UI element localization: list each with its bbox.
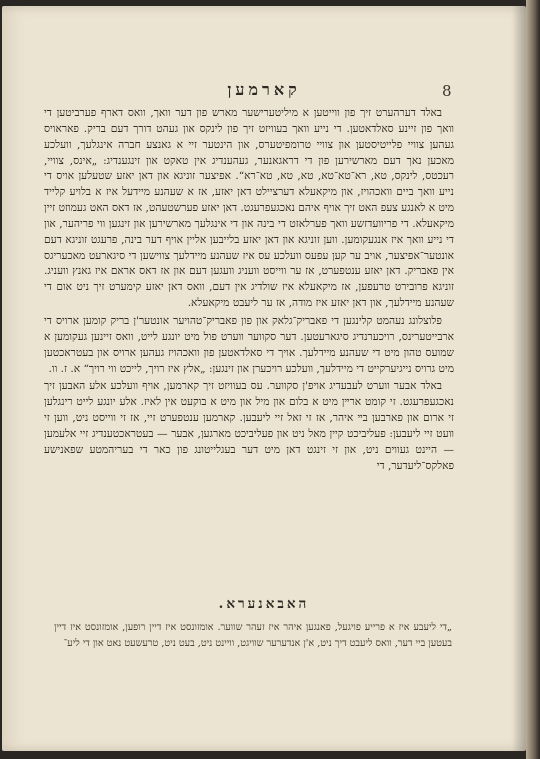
- body-text: [44, 106, 454, 474]
- page-gutter-shadow: [512, 6, 526, 751]
- section-title: האבאנערא.: [218, 596, 310, 612]
- poem-text: „די ליעבע איז א פרייע פויגעל, פאנגען איהר איז זעהר שווער. אומזונסט איז דיין רופען, אומזונסט איז דיין בעטען ביי דער, וואס ליעבט דיך ניט, א'ן אנדערער שוויגט, וויינט ניט, בעט ניט, טרעשעט נאט און די ליע־: [54, 622, 452, 649]
- paragraph: באלד דערהערט זיך פון ווייטען א מיליטערישער מארש פון דער וואך, וואס דארף פערביטען די וואך פון זיינע סאלדאטען. די נייע וואך בעוויזט זיך פון לינקס און געהט דורך דעם בריק. פאראויס געהען צוויי פלייטיסטען און צוויי טרומפיטערס, און הינטער זיי א גאנצע חברה אינגלעך, וועלכע מאכען נאך דעם מארשירען פון די דראגאנער, געהענדיג אין טאקט און זינגענדיג: „אינס, צוויי, רעכטס, לינקס, טא, רא־טא־טא, טא, טא, טא־רא“. אפיצער זוניגא און דאן יאזע שטעלען אויס די נייע וואך ביים וואכהויז, און מיקאעלא דערציילט דאן יאזע, אז א שעהנע מיידעל איז א בלויע קלייד מיט א לאנגע צעפ האט זיך אויף איהם נאכגעפרעגט. דאן יאזע פערשטעהט, אז דאס האט געמוזט זיין מיקאעלא. די פריוועדזשע וואך פערלאזט די בינה און די אינגלעך מארשירען און זינגען ווי פריהער, און די נייע וואך איז אנגעקומען. ווען זוניגא און דאן יאזע בלייבען אליין אויף דער בינה, פרעגט זוניגא דעם אונטער־אפיצער, אויב ער קען עפעס וועלכע עס איז שעהנע מיידלעך צווישען די סיגארעט מאכעריגס אין פאבריק. דאן יאזע ענטפערט, אז ער ווייסט וועניג וועגען דעם און אז דאס אראם איז גאנץ וועניג. זוניגא פרובירט טרעפען, אז מיקאעלא איז שולדיג אין דעם, וואס דאן יאזע קימערט זיך ניט אום די שעהנע מיידלעך, און דאן יאזע איז מודה, אז ער ליעבט מיקאעלא.: [44, 107, 454, 310]
- paragraph: פלוצלונג נעהמט קלינגען די פאבריק־גלאק און פון פאבריק־טהויער אונטער'ן בריק קומען ארויס די ארבייטערינס, רויכערנדיג סיגארעטען. דער סקווער ווערט פול מיט יונגע לייט, וואס זיינען געקומען א שמועס טהון מיט די שעהנע מיידלעך. אויך די סאלדאטען פון וואכהויז געהען ארויס און בעטראכטען מיט גרויס נייגיערקייט די מיידלעך, וועלכע רויכערן און זינגען: „אלץ איז רויך, לייכט ווי רויך“ א. ז. וו.: [44, 314, 454, 375]
- page-number: 8: [442, 82, 452, 100]
- book-page: [2, 6, 526, 751]
- book-edge: [526, 0, 540, 759]
- running-head: קארמען: [227, 80, 301, 99]
- paragraph: באלד אבער ווערט לעבעדיג אויפ'ן סקווער. עס בעוויזט זיך קארמען, אויף וועלכע אלע האבען זיך נאכגעפרעגט. זי קומט ארײן מיט א בלום און מיל און מיט א בוקעט אין לאיז. אלע יונגע לייט רינגלען זי ארום און פארבען בײ איהר, אז זי זאל זיי ליעבען. קארמען ענטפערט זיי, אז זי ווייסט ניט, ווען זי וועט זיי ליעבען: פעליביכט קיין מאל ניט און פעליביכט מארגען, אבער — בעטראכטענדיג זיי אלעמען — היינט געווים ניט, און זי זינגט דאן מיט דער בעגלייטונג פון כאר די בעריהמטע שפאנישע פאלקס־ליעדער, די: [44, 380, 454, 472]
